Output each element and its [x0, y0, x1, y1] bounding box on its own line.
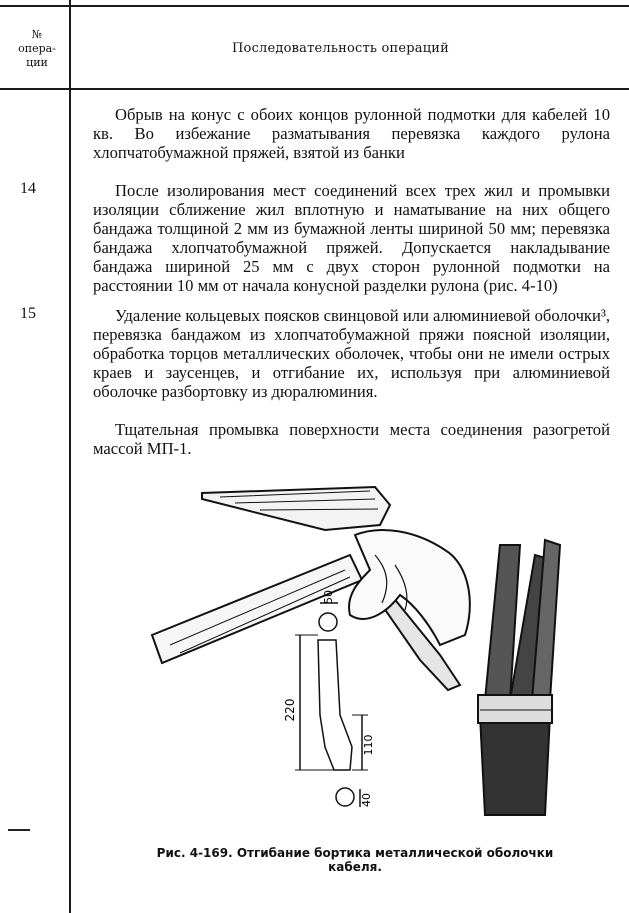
dimension-50: 50 [322, 590, 335, 604]
header-num-word2: ции [26, 56, 48, 69]
paragraph-2: После изолирования мест соединений всех трех жил и промывки изоляции сближение жил вплотную и наматывание на них общего бандажа толщиной 2 мм из бумажной ленты шириной 50 мм; перевязка бандажа хлопчатобумажной пряжей. Допускается накладывание бандажа шириной 25 мм с двух сторон рулонной подмотки на расстоянии 10 мм от начала конусной разделки рулона (рис. 4-10) [93, 181, 610, 295]
figure-caption [120, 846, 590, 874]
header-operation-number [8, 28, 66, 70]
bortik-tool-drawing [295, 603, 368, 807]
header-title: Последовательность операций [232, 41, 450, 56]
dimension-220: 220 [283, 698, 297, 722]
table-top-rule [0, 5, 629, 7]
cable-illustration [478, 540, 560, 815]
paragraph-1: Обрыв на конус с обоих концов рулонной подмотки для кабелей 10 кв. Во избежание разматывания перевязка каждого рулона хлопчатобумажной пряжей, взятой из банки [93, 105, 610, 162]
table-header-rule [0, 88, 629, 90]
dimension-40: 40 [360, 793, 373, 807]
dimension-110: 110 [362, 734, 375, 756]
operation-number-14: 14 [20, 180, 36, 197]
margin-dash [8, 829, 30, 831]
header-num-word1: опера- [18, 42, 56, 55]
operation-number-15: 15 [20, 305, 36, 322]
paragraph-4: Тщательная промывка поверхности места соединения разогретой массой МП-1. [93, 420, 610, 458]
caption-line-2: кабеля. [328, 860, 382, 874]
figure-illustration [140, 485, 590, 830]
header-num-symbol: № [31, 28, 43, 41]
paragraph-3: Удаление кольцевых поясков свинцовой или алюминиевой оболочки³, перевязка бандажом из хлопчатобумажной пряжи поясной изоляции, обработка торцов металлических оболочек, чтобы они не имели острых краев и заусенцев, и отгибание их, используя при алюминиевой оболочке разбортовку из дюралюминия. [93, 306, 610, 401]
caption-line-1: Рис. 4-169. Отгибание бортика металлической оболочки [156, 846, 554, 860]
column-divider [69, 0, 71, 913]
